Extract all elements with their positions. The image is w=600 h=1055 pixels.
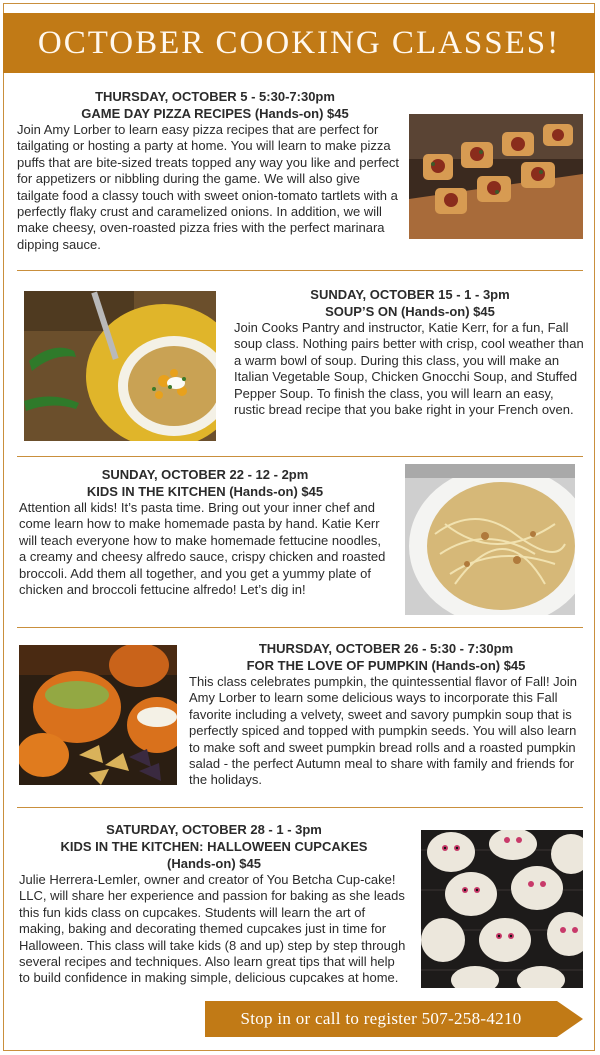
class-listing [17,88,405,253]
class-date: SUNDAY, OCTOBER 15 - 1 - 3pm [310,287,510,302]
class-listing [234,286,586,418]
class-title: FOR THE LOVE OF PUMPKIN (Hands-on) $45 [246,658,526,673]
class-price: (Hands-on) $45 [167,856,261,871]
class-description: This class celebrates pumpkin, the quintessential flavor of Fall! Join Amy Lorber to learn some delicious ways to incorporate this Fall favorite including a velvety, sweet and savory pumpkin soup that is perfectly spiced and topped with pumpkin seeds. You will also learn to make soft and sweet pumpkin bread rolls and a roasted pumpkin salad - the perfect Autumn meal to share with family and friends for the holidays. [189,674,578,788]
section-divider [17,270,583,271]
class-description: Join Cooks Pantry and instructor, Katie Kerr, for a fun, Fall soup class. Nothing pairs better with crisp, cool weather than a warm bowl of soup. During this class, you will make an Italian Vegetable Soup, Chicken Gnocchi Soup, and Stuffed Pepper Soup. To finish the class, you will learn an easy, rustic bread recipe that you bake right in your French oven. [234,320,584,418]
class-title: GAME DAY PIZZA RECIPES (Hands-on) $45 [81,106,349,121]
class-date: THURSDAY, OCTOBER 5 - 5:30-7:30pm [95,89,335,104]
class-description: Julie Herrera-Lemler, owner and creator of You Betcha Cup-cake! LLC, will share her experience and passion for baking as she leads this fun kids class on cupcakes. Students will learn the art of making, baking and decorating themed cupcakes just in time for Halloween. This class will take kids (8 and up) step by step through several recipes and techniques. Also learn great tips that will help to build confidence in making simple, delicious cupcakes at home. [19,872,406,986]
class-listing [19,466,391,598]
section-divider [17,627,583,628]
class-title: SOUP’S ON (Hands-on) $45 [325,304,495,319]
pizza-puffs-photo [409,114,583,239]
pasta-plate-photo [405,464,575,615]
pumpkin-appetizer-photo [19,645,177,785]
soup-bowl-photo [24,291,216,441]
class-title: KIDS IN THE KITCHEN: HALLOWEEN CUPCAKES [60,839,368,854]
class-date: SUNDAY, OCTOBER 22 - 12 - 2pm [101,467,309,482]
header-banner [3,13,595,73]
section-divider [17,807,583,808]
page-title: OCTOBER COOKING CLASSES! [37,24,561,61]
class-description: Join Amy Lorber to learn easy pizza recipes that are perfect for tailgating or hosting a party at home. You will learn to make pizza puffs that are bite-sized treats topped any way you like and perfect for appetizers or nibbling during the game. We will also give tailgate food a classy touch with sweet onion-tomato tartlets with a perfectly flaky crust and caramelized onions. In addition, we will make cheesy, oven-roasted pizza fries with the perfect marinara dipping sauce. [17,122,400,252]
register-label: Stop in or call to register 507-258-4210 [240,1009,522,1028]
section-divider [17,456,583,457]
halloween-cupcakes-photo [421,830,583,988]
class-listing [19,821,409,987]
class-date: THURSDAY, OCTOBER 26 - 5:30 - 7:30pm [258,641,514,656]
class-date: SATURDAY, OCTOBER 28 - 1 - 3pm [106,822,322,837]
class-listing [189,640,583,789]
class-description: Attention all kids! It’s pasta time. Bring out your inner chef and come learn how to make homemade pasta by hand. Katie Kerr will teach everyone how to make homemade fettucine noodles, a creamy and cheesy alfredo sauce, crispy chicken and roasted broccoli. Add them all together, and you get a yummy plate of chicken and broccoli fettucine alfredo! Let’s dig in! [19,500,386,598]
class-title: KIDS IN THE KITCHEN (Hands-on) $45 [86,484,324,499]
register-call-to-action[interactable] [205,1001,585,1037]
